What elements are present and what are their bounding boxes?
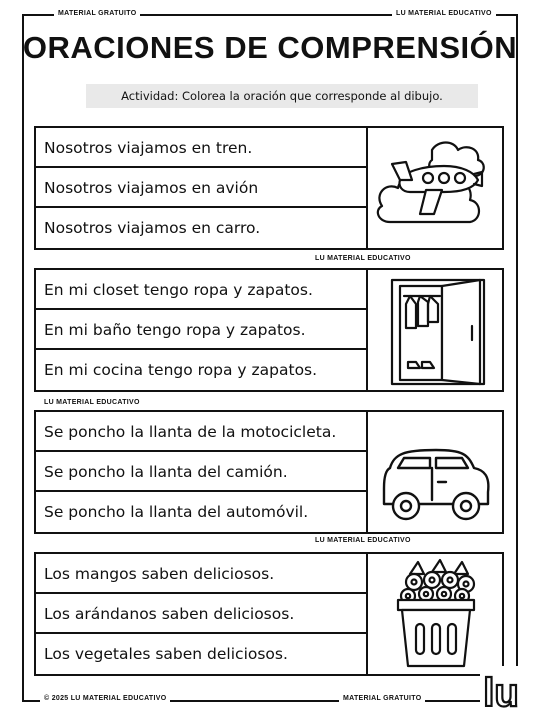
watermark: LU MATERIAL EDUCATIVO [40, 398, 144, 408]
sentence-option[interactable]: En mi closet tengo ropa y zapatos. [36, 270, 368, 310]
sentence-option[interactable]: En mi cocina tengo ropa y zapatos. [44, 361, 318, 379]
sentence-option[interactable]: Nosotros viajamos en avión [36, 168, 368, 208]
closet-icon [370, 270, 502, 390]
watermark: LU MATERIAL EDUCATIVO [311, 536, 415, 546]
exercise-block-4 [34, 552, 504, 676]
airplane-icon [370, 128, 502, 248]
header-tag-right: LU MATERIAL EDUCATIVO [392, 9, 496, 19]
divider [366, 270, 368, 390]
sentence-option[interactable]: Nosotros viajamos en tren. [36, 128, 368, 168]
sentence-option[interactable]: Se poncho la llanta del camión. [36, 452, 368, 492]
header-tag-left: MATERIAL GRATUITO [54, 9, 140, 19]
flower-basket-icon [370, 554, 502, 674]
sentence-option[interactable]: En mi baño tengo ropa y zapatos. [36, 310, 368, 350]
sentence-option[interactable]: Los vegetales saben deliciosos. [44, 645, 288, 663]
sentence-option[interactable]: Los arándanos saben deliciosos. [36, 594, 368, 634]
sentence-option[interactable]: Nosotros viajamos en carro. [44, 219, 261, 237]
svg-text:lu: lu [483, 671, 519, 714]
exercise-block-3 [34, 410, 504, 534]
brand-logo [478, 664, 524, 714]
car-icon [370, 412, 502, 532]
sentence-option[interactable]: Se poncho la llanta de la motocicleta. [36, 412, 368, 452]
divider [366, 412, 368, 532]
footer-copyright: © 2025 LU MATERIAL EDUCATIVO [40, 694, 170, 704]
divider [366, 128, 368, 248]
exercise-block-1 [34, 126, 504, 250]
divider [366, 554, 368, 674]
activity-instructions: Actividad: Colorea la oración que corresponde al dibujo. [86, 84, 478, 108]
watermark: LU MATERIAL EDUCATIVO [311, 254, 415, 264]
page-title: ORACIONES DE COMPRENSIÓN [22, 30, 518, 65]
footer-tag-right: MATERIAL GRATUITO [339, 694, 425, 704]
sentence-option[interactable]: Se poncho la llanta del automóvil. [44, 503, 309, 521]
sentence-option[interactable]: Los mangos saben deliciosos. [36, 554, 368, 594]
exercise-block-2 [34, 268, 504, 392]
